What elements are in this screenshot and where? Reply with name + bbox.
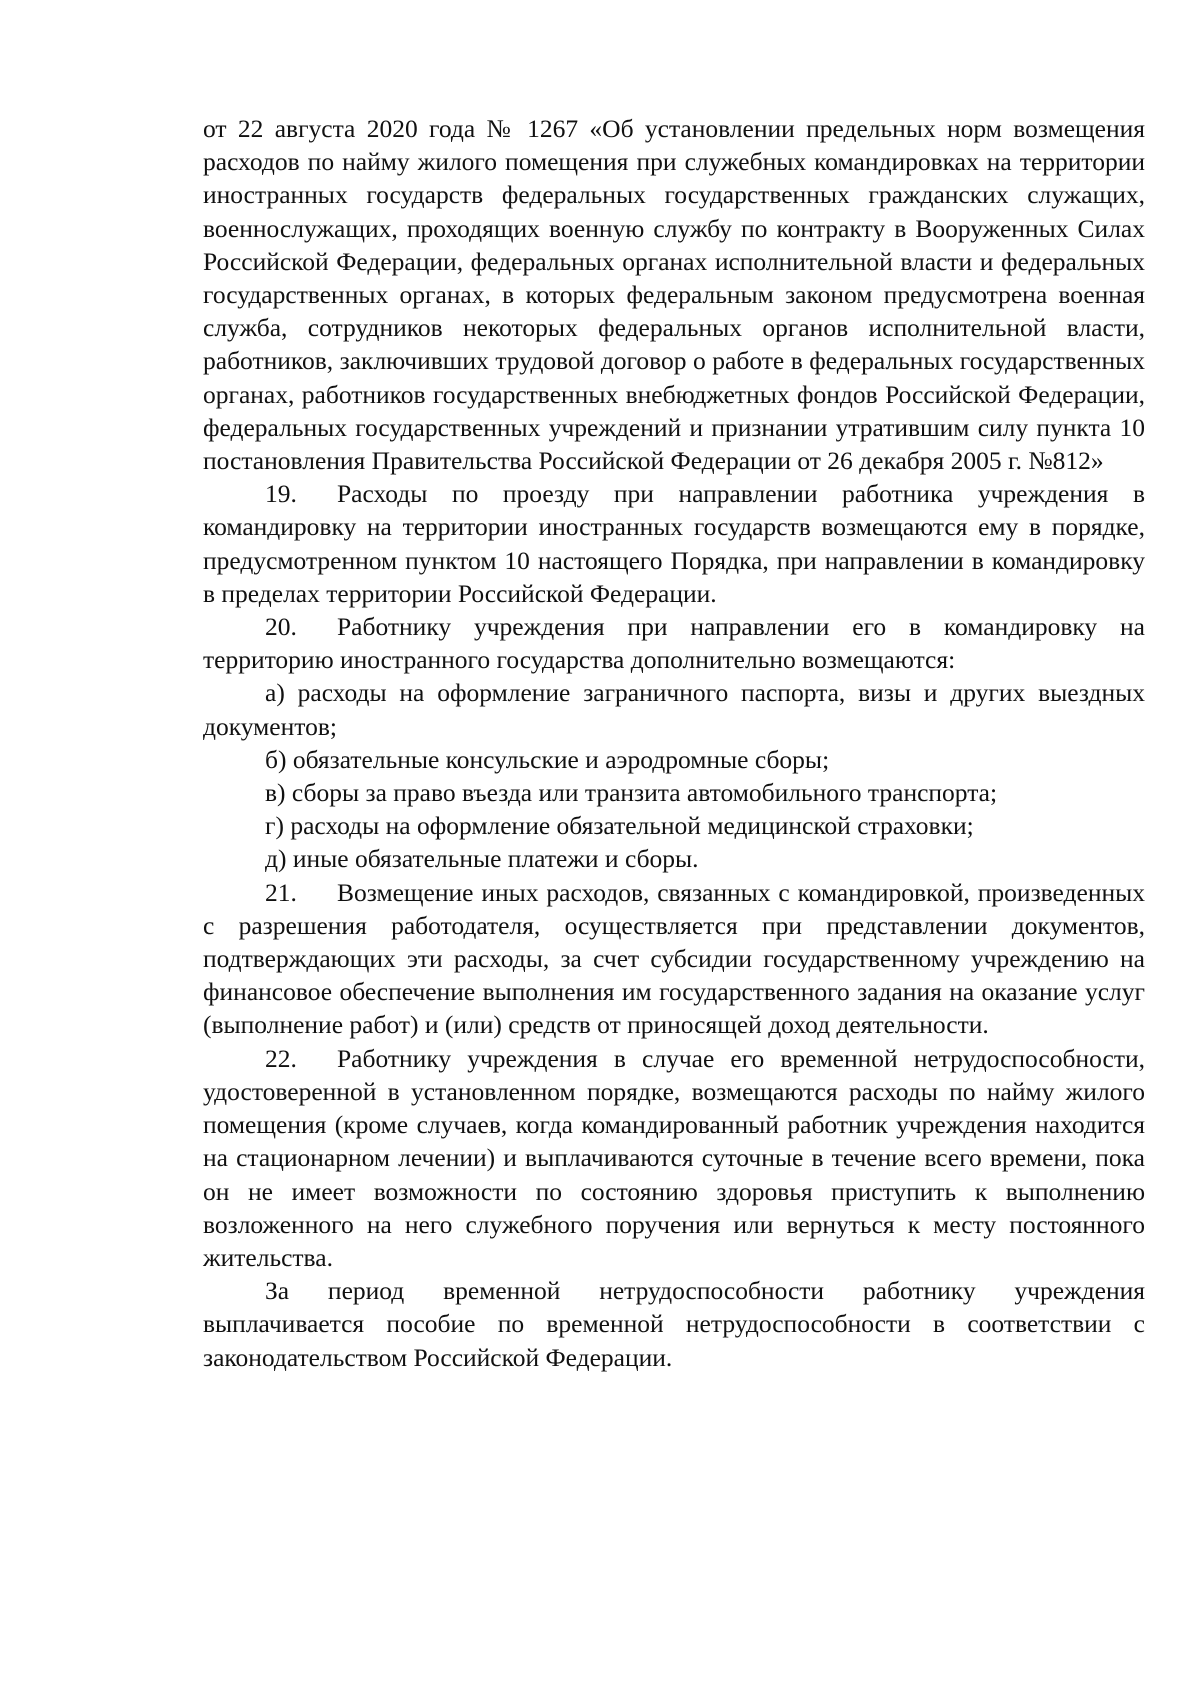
paragraph-number: 22. (265, 1043, 297, 1073)
final-paragraph: За период временной нетрудоспособности работнику учреждения выплачивается пособие по временной нетрудоспособности в соответствии с законодательством Российской Федерации. (203, 1276, 1145, 1372)
paragraph-number: 21. (265, 877, 297, 907)
paragraph-text: Работнику учреждения в случае его временной нетрудоспособности, удостоверенной в установленном порядке, возмещаются расходы по найму жилого помещения (кроме случаев, когда командированный работник учреждения находится на стационарном лечении) и выплачиваются суточные в течение всего времени, пока он не имеет возможности по состоянию здоровья приступить к выполнению возложенного на него служебного поручения или вернуться к месту постоянного жительства. (203, 1043, 1145, 1272)
paragraph-22 (203, 1042, 1145, 1274)
paragraph-number: 20. (265, 612, 297, 642)
paragraph-text: Возмещение иных расходов, связанных с командировкой, произведенных с разрешения работодателя, осуществляется при представлении документов, подтверждающих эти расходы, за счет субсидии государственному учреждению на финансовое обеспечение выполнения им государственного задания на оказание услуг (выполнение работ) и (или) средств от приносящей доход деятельности. (203, 877, 1145, 1040)
list-item-d: д) иные обязательные платежи и сборы. (265, 844, 699, 874)
paragraph-19 (203, 477, 1145, 610)
intro-continuation-paragraph: от 22 августа 2020 года № 1267 «Об установлении предельных норм возмещения расходов по найму жилого помещения при служебных командировках на территории иностранных государств федеральных государственных гражданских служащих, военнослужащих, проходящих военную службу по контракту в Вооруженных Силах Российской Федерации, федеральных органах исполнительной власти и федеральных государственных органах, в которых федеральным законом предусмотрена военная служба, сотрудников некоторых федеральных органов исполнительной власти, работников, заключивших трудовой договор о работе в федеральных государственных органах, работников государственных внебюджетных фондов Российской Федерации, федеральных государственных учреждений и признании утратившим силу пункта 10 постановления Правительства Российской Федерации от 26 декабря 2005 г. №812» (203, 114, 1145, 476)
paragraph-text: Расходы по проезду при направлении работника учреждения в командировку на территории иностранных государств возмещаются ему в порядке, предусмотренном пунктом 10 настоящего Порядка, при направлении в командировку в пределах территории Российской Федерации. (203, 479, 1145, 608)
list-item-a: а) расходы на оформление заграничного паспорта, визы и других выездных документов; (203, 678, 1145, 741)
paragraph-20 (203, 610, 1145, 676)
document-body (203, 112, 1145, 1374)
list-item-v: в) сборы за право въезда или транзита автомобильного транспорта; (265, 778, 998, 808)
paragraph-number: 19. (265, 479, 297, 509)
paragraph-text: Работнику учреждения при направлении его в командировку на территорию иностранного государства дополнительно возмещаются: (203, 612, 1145, 675)
list-item-b: б) обязательные консульские и аэродромные сборы; (265, 744, 830, 774)
list-item-g: г) расходы на оформление обязательной медицинской страховки; (265, 811, 974, 841)
paragraph-21 (203, 876, 1145, 1042)
